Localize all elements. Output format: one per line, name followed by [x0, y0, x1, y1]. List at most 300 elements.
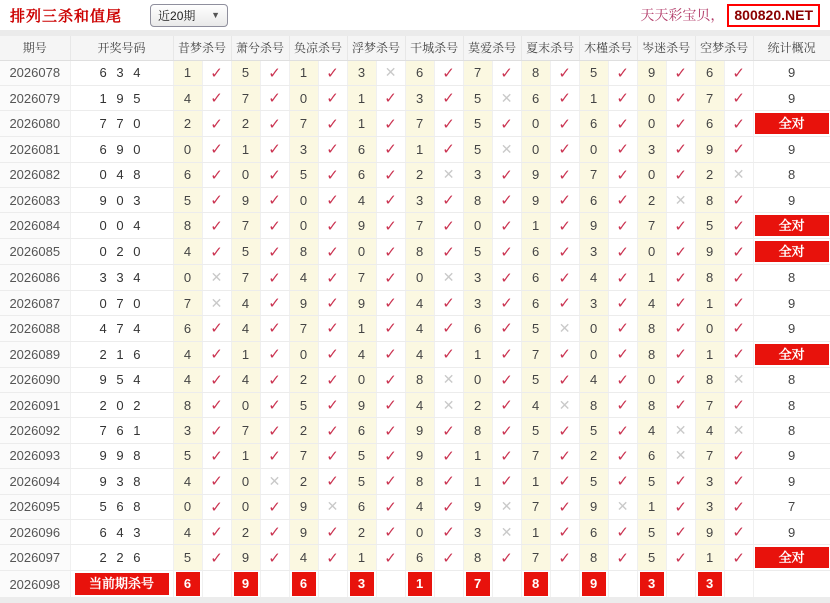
check-icon: ✓ — [674, 295, 687, 313]
kill-result-cell — [376, 265, 405, 290]
check-icon: ✓ — [558, 115, 571, 133]
kill-number-cell: 1 — [405, 137, 434, 162]
draw-numbers-cell: 2 2 6 — [70, 545, 173, 571]
check-icon: ✓ — [616, 166, 629, 184]
period-cell: 2026092 — [0, 418, 70, 443]
check-icon: ✓ — [500, 447, 513, 465]
check-icon: ✓ — [442, 498, 455, 516]
check-icon: ✓ — [732, 346, 745, 364]
kill-result-cell — [724, 571, 753, 598]
kill-number-cell: 7 — [347, 265, 376, 290]
kill-number-cell: 7 — [521, 443, 550, 468]
kill-number-cell: 0 — [347, 239, 376, 265]
kill-result-cell — [492, 341, 521, 367]
kill-number-cell: 1 — [289, 60, 318, 85]
kill-number-cell: 9 — [347, 393, 376, 418]
table-row — [0, 290, 830, 315]
check-icon: ✓ — [268, 243, 281, 261]
x-icon: ✕ — [674, 191, 687, 208]
kill-result-cell — [608, 60, 637, 85]
kill-result-cell — [550, 265, 579, 290]
check-icon: ✓ — [500, 64, 513, 82]
kill-result-cell — [666, 85, 695, 110]
x-icon: ✕ — [384, 64, 397, 81]
kill-number-cell: 7 — [463, 60, 492, 85]
kill-result-cell — [608, 494, 637, 519]
kill-result-cell — [318, 239, 347, 265]
stat-cell: 8 — [753, 418, 830, 443]
kill-number-cell: 0 — [695, 316, 724, 341]
check-icon: ✓ — [674, 524, 687, 542]
kill-number-cell: 0 — [637, 85, 666, 110]
check-icon: ✓ — [326, 64, 339, 82]
kill-result-cell — [318, 60, 347, 85]
promo-site-link[interactable]: 800820.NET — [727, 4, 820, 27]
table-row — [0, 85, 830, 110]
kill-number-cell: 4 — [579, 367, 608, 392]
kill-number-cell: 8 — [289, 239, 318, 265]
kill-number-cell: 9 — [347, 213, 376, 239]
kill-number-cell: 4 — [173, 519, 202, 544]
kill-result-cell — [666, 137, 695, 162]
kill-result-cell — [260, 137, 289, 162]
kill-number-cell: 9 — [289, 494, 318, 519]
kill-result-cell — [492, 494, 521, 519]
kill-result-cell — [318, 341, 347, 367]
check-icon: ✓ — [268, 549, 281, 567]
kill-number-cell: 6 — [347, 137, 376, 162]
draw-numbers-cell: 9 0 3 — [70, 188, 173, 213]
check-icon: ✓ — [210, 90, 223, 108]
kill-number-cell: 7 — [695, 393, 724, 418]
current-kill-number: 3 — [698, 572, 722, 596]
kill-number-cell: 9 — [347, 290, 376, 315]
x-icon: ✕ — [326, 498, 339, 515]
check-icon: ✓ — [674, 243, 687, 261]
check-icon: ✓ — [384, 295, 397, 313]
check-icon: ✓ — [732, 295, 745, 313]
kill-result-cell — [202, 316, 231, 341]
check-icon: ✓ — [268, 141, 281, 159]
kill-number-cell: 0 — [405, 265, 434, 290]
period-cell: 2026095 — [0, 494, 70, 519]
kill-result-cell — [376, 545, 405, 571]
check-icon: ✓ — [732, 141, 745, 159]
kill-result-cell — [202, 188, 231, 213]
kill-result-cell — [318, 137, 347, 162]
kill-number-cell: 8 — [695, 188, 724, 213]
kill-number-cell: 2 — [347, 519, 376, 544]
check-icon: ✓ — [500, 346, 513, 364]
kill-number-cell: 4 — [405, 290, 434, 315]
check-icon: ✓ — [210, 166, 223, 184]
kill-result-cell — [550, 111, 579, 137]
kill-number-cell: 8 — [405, 469, 434, 494]
kill-number-cell: 5 — [463, 111, 492, 137]
check-icon: ✓ — [616, 473, 629, 491]
kill-result-cell — [550, 341, 579, 367]
draw-numbers-cell: 3 3 4 — [70, 265, 173, 290]
kill-result-cell — [724, 494, 753, 519]
kill-result-cell — [666, 367, 695, 392]
check-icon: ✓ — [616, 217, 629, 235]
draw-numbers-cell: 1 9 5 — [70, 85, 173, 110]
check-icon: ✓ — [326, 217, 339, 235]
check-icon: ✓ — [326, 422, 339, 440]
kill-number-cell: 1 — [637, 494, 666, 519]
draw-numbers-cell: 9 3 8 — [70, 469, 173, 494]
kill-number-cell: 9 — [231, 545, 260, 571]
kill-result-cell — [376, 494, 405, 519]
kill-result-cell — [666, 571, 695, 598]
kill-number-cell: 1 — [347, 545, 376, 571]
kill-number-cell: 5 — [695, 213, 724, 239]
check-icon: ✓ — [442, 295, 455, 313]
table-row — [0, 316, 830, 341]
period-cell: 2026097 — [0, 545, 70, 571]
draw-numbers-cell: 0 2 0 — [70, 239, 173, 265]
kill-result-cell — [260, 469, 289, 494]
stat-cell: 9 — [753, 290, 830, 315]
kill-number-cell: 1 — [695, 290, 724, 315]
current-kill-number-cell — [347, 571, 376, 598]
period-cell: 2026082 — [0, 162, 70, 187]
table-row — [0, 162, 830, 187]
check-icon: ✓ — [616, 320, 629, 338]
kill-result-cell — [376, 85, 405, 110]
kill-number-cell: 7 — [405, 111, 434, 137]
check-icon: ✓ — [442, 115, 455, 133]
kill-result-cell — [260, 443, 289, 468]
kill-number-cell: 5 — [579, 418, 608, 443]
table-row — [0, 469, 830, 494]
all-correct-badge: 全对 — [755, 344, 829, 365]
kill-number-cell: 1 — [637, 265, 666, 290]
kill-number-cell: 4 — [405, 494, 434, 519]
check-icon: ✓ — [442, 422, 455, 440]
stat-cell — [753, 571, 830, 598]
kill-number-cell: 8 — [173, 213, 202, 239]
check-icon: ✓ — [732, 192, 745, 210]
kill-result-cell — [608, 162, 637, 187]
check-icon: ✓ — [732, 64, 745, 82]
kill-number-cell: 0 — [231, 494, 260, 519]
check-icon: ✓ — [558, 447, 571, 465]
check-icon: ✓ — [732, 90, 745, 108]
period-cell: 2026094 — [0, 469, 70, 494]
kill-number-table — [0, 36, 830, 598]
check-icon: ✓ — [558, 217, 571, 235]
kill-number-cell: 6 — [521, 290, 550, 315]
kill-result-cell — [318, 545, 347, 571]
kill-result-cell — [260, 85, 289, 110]
kill-number-cell: 8 — [637, 341, 666, 367]
table-row — [0, 111, 830, 137]
kill-number-cell: 0 — [463, 367, 492, 392]
kill-result-cell — [434, 60, 463, 85]
check-icon: ✓ — [732, 447, 745, 465]
kill-result-cell — [608, 239, 637, 265]
check-icon: ✓ — [326, 397, 339, 415]
kill-result-cell — [608, 341, 637, 367]
period-cell: 2026085 — [0, 239, 70, 265]
check-icon: ✓ — [558, 346, 571, 364]
check-icon: ✓ — [616, 524, 629, 542]
check-icon: ✓ — [674, 64, 687, 82]
all-correct-badge: 全对 — [755, 547, 829, 568]
kill-result-cell — [608, 418, 637, 443]
kill-number-cell: 0 — [289, 341, 318, 367]
kill-result-cell — [608, 545, 637, 571]
kill-result-cell — [434, 571, 463, 598]
kill-number-cell: 4 — [347, 341, 376, 367]
kill-result-cell — [376, 111, 405, 137]
check-icon: ✓ — [500, 320, 513, 338]
kill-result-cell — [434, 519, 463, 544]
kill-result-cell — [724, 443, 753, 468]
kill-result-cell — [724, 137, 753, 162]
kill-result-cell — [550, 393, 579, 418]
column-header: 昔梦杀号 — [173, 36, 231, 60]
kill-result-cell — [202, 290, 231, 315]
kill-result-cell — [202, 393, 231, 418]
kill-result-cell — [550, 188, 579, 213]
column-header: 干城杀号 — [405, 36, 463, 60]
kill-result-cell — [724, 545, 753, 571]
kill-result-cell — [260, 494, 289, 519]
check-icon: ✓ — [210, 141, 223, 159]
check-icon: ✓ — [210, 498, 223, 516]
kill-result-cell — [434, 367, 463, 392]
kill-number-cell: 5 — [579, 469, 608, 494]
table-row — [0, 239, 830, 265]
check-icon: ✓ — [210, 243, 223, 261]
kill-result-cell — [724, 85, 753, 110]
check-icon: ✓ — [326, 269, 339, 287]
kill-number-cell: 9 — [405, 418, 434, 443]
draw-numbers-cell: 2 1 6 — [70, 341, 173, 367]
kill-result-cell — [376, 341, 405, 367]
check-icon: ✓ — [732, 498, 745, 516]
current-kill-number: 3 — [350, 572, 374, 596]
kill-number-cell: 5 — [579, 60, 608, 85]
kill-number-cell: 0 — [463, 213, 492, 239]
check-icon: ✓ — [616, 269, 629, 287]
kill-number-cell: 2 — [405, 162, 434, 187]
check-icon: ✓ — [326, 447, 339, 465]
check-icon: ✓ — [210, 192, 223, 210]
check-icon: ✓ — [326, 473, 339, 491]
check-icon: ✓ — [442, 447, 455, 465]
kill-number-cell: 2 — [289, 469, 318, 494]
column-header: 木槿杀号 — [579, 36, 637, 60]
column-header: 萧兮杀号 — [231, 36, 289, 60]
kill-result-cell — [318, 571, 347, 598]
kill-number-cell: 7 — [231, 265, 260, 290]
check-icon: ✓ — [674, 371, 687, 389]
kill-result-cell — [724, 60, 753, 85]
kill-result-cell — [550, 290, 579, 315]
check-icon: ✓ — [732, 243, 745, 261]
table-row — [0, 213, 830, 239]
check-icon: ✓ — [384, 115, 397, 133]
period-cell: 2026079 — [0, 85, 70, 110]
kill-result-cell — [608, 85, 637, 110]
draw-numbers-cell: 9 5 4 — [70, 367, 173, 392]
kill-number-cell: 4 — [405, 316, 434, 341]
kill-number-cell: 2 — [695, 162, 724, 187]
kill-number-cell: 3 — [173, 418, 202, 443]
kill-result-cell — [434, 316, 463, 341]
kill-result-cell — [434, 265, 463, 290]
period-cell: 2026080 — [0, 111, 70, 137]
check-icon: ✓ — [442, 90, 455, 108]
check-icon: ✓ — [500, 549, 513, 567]
kill-result-cell — [608, 519, 637, 544]
kill-result-cell — [724, 341, 753, 367]
kill-number-cell: 6 — [405, 545, 434, 571]
kill-number-cell: 0 — [637, 162, 666, 187]
kill-number-cell: 4 — [173, 85, 202, 110]
check-icon: ✓ — [442, 64, 455, 82]
check-icon: ✓ — [384, 473, 397, 491]
kill-number-cell: 5 — [463, 239, 492, 265]
kill-number-cell: 0 — [173, 137, 202, 162]
kill-number-cell: 1 — [695, 341, 724, 367]
kill-number-cell: 6 — [521, 265, 550, 290]
kill-number-cell: 9 — [405, 443, 434, 468]
stat-cell: 9 — [753, 85, 830, 110]
check-icon: ✓ — [616, 192, 629, 210]
stat-cell: 9 — [753, 188, 830, 213]
table-row — [0, 137, 830, 162]
kill-result-cell — [724, 111, 753, 137]
kill-number-cell: 4 — [521, 393, 550, 418]
kill-result-cell — [550, 494, 579, 519]
kill-number-cell: 5 — [347, 469, 376, 494]
check-icon: ✓ — [268, 422, 281, 440]
check-icon: ✓ — [326, 524, 339, 542]
check-icon: ✓ — [442, 217, 455, 235]
stat-cell: 9 — [753, 519, 830, 544]
kill-number-cell: 1 — [347, 85, 376, 110]
current-kill-number: 9 — [582, 572, 606, 596]
kill-number-cell: 8 — [463, 418, 492, 443]
table-row — [0, 341, 830, 367]
kill-result-cell — [434, 137, 463, 162]
kill-number-cell: 9 — [579, 213, 608, 239]
kill-result-cell — [666, 519, 695, 544]
kill-result-cell — [550, 162, 579, 187]
kill-result-cell — [550, 545, 579, 571]
stat-cell: 8 — [753, 265, 830, 290]
kill-number-cell: 4 — [695, 418, 724, 443]
kill-number-cell: 0 — [637, 239, 666, 265]
x-icon: ✕ — [500, 523, 513, 540]
kill-result-cell — [434, 494, 463, 519]
check-icon: ✓ — [558, 90, 571, 108]
kill-result-cell — [376, 60, 405, 85]
kill-result-cell — [202, 85, 231, 110]
draw-numbers-cell: 0 4 8 — [70, 162, 173, 187]
check-icon: ✓ — [558, 473, 571, 491]
kill-number-cell: 7 — [637, 213, 666, 239]
kill-number-cell: 1 — [231, 443, 260, 468]
current-kill-number: 6 — [292, 572, 316, 596]
kill-number-cell: 4 — [289, 545, 318, 571]
kill-result-cell — [318, 443, 347, 468]
kill-result-cell — [202, 494, 231, 519]
kill-number-cell: 8 — [695, 367, 724, 392]
x-icon: ✕ — [210, 294, 223, 311]
kill-result-cell — [318, 418, 347, 443]
check-icon: ✓ — [268, 371, 281, 389]
check-icon: ✓ — [210, 371, 223, 389]
kill-number-cell: 6 — [173, 162, 202, 187]
period-cell: 2026081 — [0, 137, 70, 162]
check-icon: ✓ — [268, 320, 281, 338]
check-icon: ✓ — [384, 90, 397, 108]
kill-result-cell — [492, 393, 521, 418]
kill-result-cell — [376, 213, 405, 239]
kill-number-cell: 6 — [463, 316, 492, 341]
kill-number-cell: 6 — [637, 443, 666, 468]
kill-number-cell: 6 — [521, 85, 550, 110]
kill-number-cell: 8 — [579, 545, 608, 571]
period-range-value: 近20期 — [158, 8, 196, 23]
kill-number-cell: 9 — [579, 494, 608, 519]
stat-cell: 8 — [753, 393, 830, 418]
check-icon: ✓ — [210, 346, 223, 364]
check-icon: ✓ — [384, 422, 397, 440]
kill-result-cell — [318, 393, 347, 418]
check-icon: ✓ — [674, 166, 687, 184]
kill-result-cell — [260, 213, 289, 239]
kill-result-cell — [666, 290, 695, 315]
kill-result-cell — [202, 213, 231, 239]
kill-result-cell — [492, 85, 521, 110]
kill-result-cell — [376, 469, 405, 494]
kill-result-cell — [202, 239, 231, 265]
draw-numbers-cell: 4 7 4 — [70, 316, 173, 341]
kill-result-cell — [376, 290, 405, 315]
check-icon: ✓ — [442, 192, 455, 210]
kill-result-cell — [434, 469, 463, 494]
kill-number-cell: 6 — [347, 162, 376, 187]
current-kill-number-cell — [695, 571, 724, 598]
check-icon: ✓ — [616, 397, 629, 415]
kill-result-cell — [550, 571, 579, 598]
kill-number-cell: 2 — [289, 367, 318, 392]
kill-number-cell: 2 — [579, 443, 608, 468]
kill-number-cell: 0 — [231, 393, 260, 418]
period-range-select[interactable] — [150, 4, 228, 27]
kill-result-cell — [666, 545, 695, 571]
kill-result-cell — [260, 393, 289, 418]
kill-number-cell: 7 — [521, 341, 550, 367]
kill-number-cell: 8 — [463, 545, 492, 571]
draw-numbers-cell: 5 6 8 — [70, 494, 173, 519]
check-icon: ✓ — [442, 243, 455, 261]
check-icon: ✓ — [558, 371, 571, 389]
kill-result-cell — [318, 265, 347, 290]
check-icon: ✓ — [616, 295, 629, 313]
table-row — [0, 418, 830, 443]
kill-result-cell — [492, 188, 521, 213]
table-row — [0, 393, 830, 418]
check-icon: ✓ — [384, 549, 397, 567]
check-icon: ✓ — [500, 371, 513, 389]
